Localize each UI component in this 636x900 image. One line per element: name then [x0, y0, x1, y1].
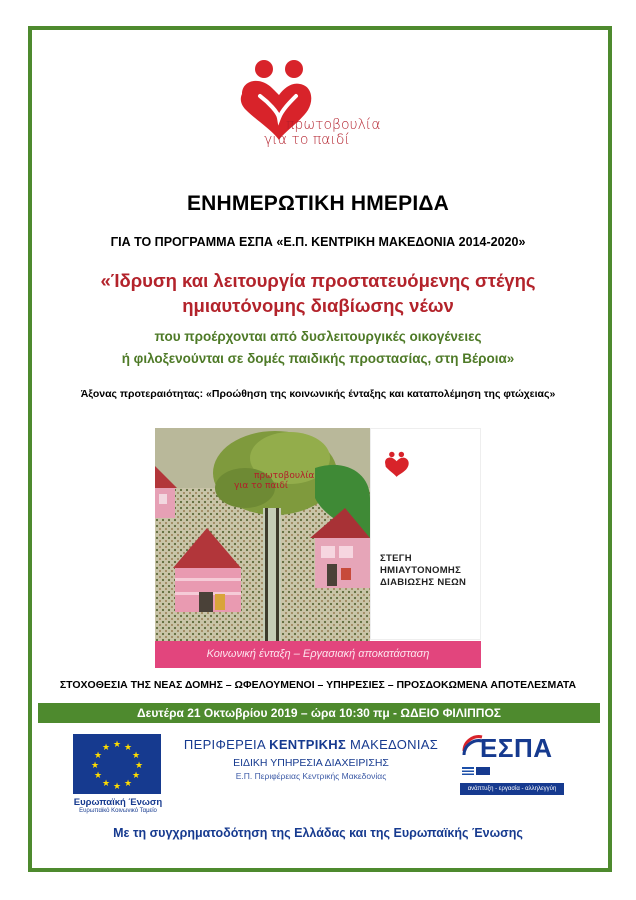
painting-image	[155, 428, 370, 641]
svg-text:★: ★	[112, 740, 122, 750]
eu-label: Ευρωπαϊκή Ένωση	[73, 797, 163, 808]
funding-statement: Με τη συγχρηματοδότηση της Ελλάδας και της Ευρωπαϊκής Ένωσης	[113, 826, 523, 840]
project-title	[0, 268, 636, 318]
program-line: ΓΙΑ ΤΟ ΠΡΟΓΡΑΜΜΑ ΕΣΠΑ «Ε.Π. ΚΕΝΤΡΙΚΗ ΜΑΚΕΔΟΝΙΑ 2014-2020»	[110, 235, 526, 249]
cover-pink-band: Κοινωνική ένταξη – Εργασιακή αποκατάσταση	[155, 641, 481, 668]
region-bold: ΚΕΝΤΡΙΚΗΣ	[269, 737, 347, 752]
svg-text:★: ★	[131, 771, 141, 781]
region-suffix: ΜΑΚΕΔΟΝΙΑΣ	[346, 737, 439, 752]
project-subtitle	[0, 326, 636, 370]
svg-text:★: ★	[101, 779, 111, 789]
espa-wordmark: ΕΣΠΑ	[480, 733, 553, 763]
cover-logo-line-2: για το παιδί	[234, 481, 288, 491]
page-title: ΕΝΗΜΕΡΩΤΙΚΗ ΗΜΕΡΙΔΑ	[186, 192, 450, 215]
managing-authority	[176, 737, 446, 781]
svg-text:★: ★	[101, 743, 111, 753]
region-prefix: ΠΕΡΙΦΕΡΕΙΑ	[183, 737, 270, 752]
svg-text:★: ★	[123, 779, 133, 789]
authority-name: ΕΙΔΙΚΗ ΥΠΗΡΕΣΙΑ ΔΙΑΧΕΙΡΙΣΗΣ	[233, 757, 389, 769]
svg-text:★: ★	[90, 761, 100, 771]
cover-title	[380, 553, 480, 589]
espa-years: 2014-2020	[503, 767, 557, 779]
svg-text:★: ★	[93, 771, 103, 781]
cover-title-line-2: ΗΜΙΑΥΤΟΝΟΜΗΣ	[380, 565, 462, 576]
espa-slogan: ανάπτυξη - εργασία - αλληλεγγύη	[460, 783, 564, 795]
eu-flag-icon	[73, 734, 161, 794]
project-title-line-2: ημιαυτόνομης διαβίωσης νέων	[182, 295, 454, 316]
svg-text:★: ★	[123, 743, 133, 753]
svg-text:★: ★	[134, 761, 144, 771]
eu-fund-label: Ευρωπαϊκό Κοινωνικό Ταμείο	[79, 808, 157, 814]
targets-line: ΣΤΟΧΟΘΕΣΙΑ ΤΗΣ ΝΕΑΣ ΔΟΜΗΣ – ΩΦΕΛΟΥΜΕΝΟΙ – ΥΠΗΡΕΣΙΕΣ – ΠΡΟΣΔΟΚΩΜΕΝΑ ΑΠΟΤΕΛΕΣΜΑΤΑ	[59, 679, 577, 691]
svg-text:★: ★	[93, 751, 103, 761]
logo-wordmark	[264, 117, 416, 148]
event-details-bar: Δευτέρα 21 Οκτωβρίου 2019 – ώρα 10:30 πμ - ΩΔΕΙΟ ΦΙΛΙΠΠΟΣ	[38, 703, 600, 723]
cover-heart-logo-icon	[383, 450, 417, 478]
svg-text:★: ★	[112, 782, 122, 792]
operational-program: Ε.Π. Περιφέρειας Κεντρικής Μακεδονίας	[235, 771, 387, 781]
brochure-cover-image	[155, 428, 481, 668]
cover-title-line-1: ΣΤΕΓΗ	[380, 553, 412, 564]
cover-title-line-3: ΔΙΑΒΙΩΣΗΣ ΝΕΩΝ	[380, 577, 467, 588]
svg-text:★: ★	[131, 751, 141, 761]
priority-axis: Άξονας προτεραιότητας: «Προώθηση της κοινωνικής ένταξης και καταπολέμηση της φτώχειας»	[80, 388, 556, 400]
logo-line-1: πρωτοβουλία	[286, 117, 381, 133]
region-name	[176, 737, 446, 752]
cover-logo-line-1: πρωτοβουλία	[254, 471, 315, 481]
project-subtitle-line-2: ή φιλοξενούνται σε δομές παιδικής προστασίας, στη Βέροια»	[121, 351, 515, 366]
logo-line-2: για το παιδί	[264, 132, 350, 148]
project-title-line-1: «Ίδρυση και λειτουργία προστατευόμενης στέγης	[100, 270, 536, 291]
cover-logo-wordmark	[236, 471, 336, 491]
project-subtitle-line-1: που προέρχονται από δυσλειτουργικές οικογένειες	[154, 329, 482, 344]
